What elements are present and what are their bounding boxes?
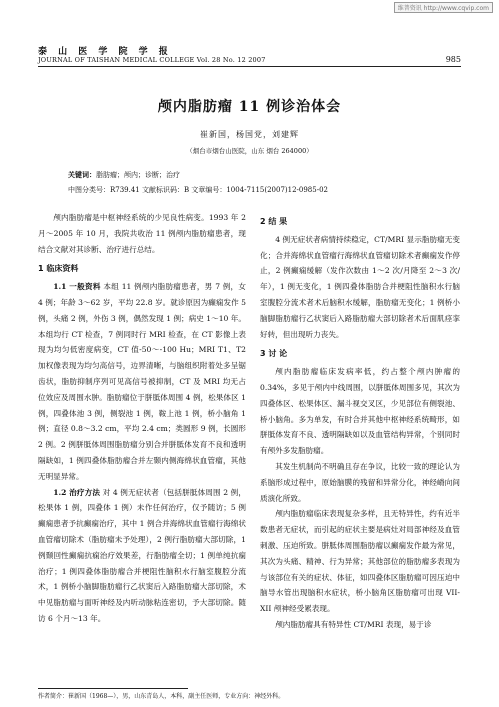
classification-line: 中图分类号：R739.41 文献标识码：B 文章编号：1004-7115(2007)12-0985-02 (68, 186, 328, 194)
section-1-heading: 1 临床资料 (38, 264, 79, 274)
section-2-paragraph: 4 例无症状者病情持续稳定，CT/MRI 显示脂肪瘤无变化；合并海绵状血管瘤行海绵状血管瘤切除术者癫痫发作停止，2 例癫痫缓解（发作次数由 1～2 次/月降至 2～3 次/年），1 例无变化，1 例四叠体脂肪合并梗阻性脑积水行脑室腹腔分流术者术后脑积水缓解，脂肪瘤无变化；1 例桥小脑脚脂肪瘤行乙状窦后入路脂肪瘤大部切除者术后面肌痉挛好转，但出现听力丧失。 (260, 234, 460, 339)
left-column (38, 210, 246, 627)
section-3-paragraph-2: 其发生机制尚不明确且存在争议，比较一致的理论认为系脑形成过程中，原始脑膜的残留和异常分化，神经嵴向间质演化所致。 (260, 461, 460, 503)
right-column (260, 210, 460, 633)
watermark-badge: 维普资讯 http://www.cqvip.com (394, 2, 493, 13)
article-affiliation: （烟台市烟台山医院，山东 烟台 264000） (186, 147, 313, 155)
keywords-line (68, 170, 180, 180)
intro-paragraph: 颅内脂肪瘤是中枢神经系统的少见良性病变。1993 年 2 月～2005 年 10 月，我院共收治 11 例颅内脂肪瘤患者，现结合文献对其诊断、治疗进行总结。 (38, 213, 246, 254)
footnote-rule (38, 688, 188, 689)
keywords: 脂肪瘤；颅内；诊断；治疗 (96, 171, 180, 179)
journal-title-cn: 泰 山 医 学 院 学 报 (38, 47, 172, 57)
author-footnote: 作者简介：崔新国（1968—），男，山东青岛人，本科，副主任医师，专业方向：神经外科。 (38, 693, 285, 700)
section-1-1-label: 1.1 一般资料 (53, 282, 101, 292)
section-3-paragraph-1: 颅内脂肪瘤临床发病率低，约占整个颅内肿瘤的 0.34%，多见于颅内中线周围，以胼胝体周围多见，其次为四叠体区、松果体区、漏斗视交叉区，少见部位有侧裂池、桥小脑角。多为单发，有时合并其他中枢神经系统畸形，如胼胝体发育不良、透明隔缺如以及血管结构异常，个别同时有颅外多发脂肪瘤。 (260, 367, 460, 456)
section-3-paragraph-4: 颅内脂肪瘤具有特异性 CT/MRI 表现，易于诊 (275, 619, 432, 629)
journal-title-en: JOURNAL OF TAISHAN MEDICAL COLLEGE Vol. 28 No. 12 2007 (38, 56, 266, 64)
section-1-2-paragraph (38, 485, 246, 627)
header-rule (38, 66, 461, 67)
section-1-2-text: 对 4 例无症状者（包括胼胝体周围 2 例，松果体 1 例，四叠体 1 例）未作任何治疗，仅予随访；5 例癫痫患者予抗癫痫治疗，其中 1 例合并海绵状血管瘤行海绵状血管瘤切除术（脂肪瘤未予处理），2 例行脂肪瘤大部切除，1 例颞回性癫痫抗痫治疗效果差，行脂肪瘤全切；1 例单纯抗痫治疗；1 例四叠体脂肪瘤合并梗阻性脑积水行脑室腹腔分流术，1 例桥小脑脚脂肪瘤行乙状窦后入路脂肪瘤大部切除，术中见脂肪瘤与面听神经及内听动脉粘连密切，予大部切除。随访 6 个月～13 年。 (38, 487, 247, 623)
section-3-heading: 3 讨 论 (260, 349, 288, 359)
page-number: 985 (445, 55, 461, 64)
section-1-1-paragraph (38, 279, 246, 484)
section-1-1-text: 本组 11 例颅内脂肪瘤患者，男 7 例，女 4 例；年龄 3～62 岁，平均 22.8 岁。就诊原因为癫痫发作 5 例，头痛 2 例，外伤 3 例，偶然发现 1 例；病史 1～10 年。本组均行 CT 检查，7 例同时行 MRI 检查，在 CT 影像上表现为均匀低密度病变，CT 值-50～-100 Hu；MRI T1、T2 加权像表现为均匀高信号，边界清晰，与脑组织附着处多呈锯齿状，脂肪抑制序列可见高信号被抑制，CT 及 MRI 均无占位效应及周围水肿。脂肪瘤位于胼胝体周围 4 例，松果体区 1 例，四叠体池 3 例，侧裂池 1 例，鞍上池 1 例，桥小脑角 1 例；直径 0.8～3.2 cm，平均 2.4 cm；类圆形 9 例，长圆形 2 例。2 例胼胝体周围脂肪瘤分别合并胼胝体发育不良和透明隔缺如，1 例四叠体脂肪瘤合并左颞内侧海绵状血管瘤，其他无明显异常。 (38, 282, 246, 481)
section-2-heading: 2 结 果 (260, 217, 288, 226)
section-3-paragraph-3: 颅内脂肪瘤临床表现复杂多样，且无特异性，约有近半数患者无症状，而引起的症状主要是病灶对局部神经及血管刺激、压迫所致。胼胝体周围脂肪瘤以癫痫发作最为常见，其次为头痛、精神、行为异常；其他部位的脂肪瘤多表现为与该部位有关的症状、体征，如四叠体区脂肪瘤可因压迫中脑导水管出现脑积水症状，桥小脑角区脂肪瘤可出现 VII-XII 颅神经受累表现。 (260, 509, 460, 614)
article-authors: 崔新国，杨国党，刘建辉 (200, 130, 299, 139)
keywords-label: 关键词： (68, 170, 96, 179)
section-1-2-label: 1.2 治疗方法 (53, 487, 101, 497)
article-title: 颅内脂肪瘤 11 例诊治体会 (157, 99, 342, 115)
